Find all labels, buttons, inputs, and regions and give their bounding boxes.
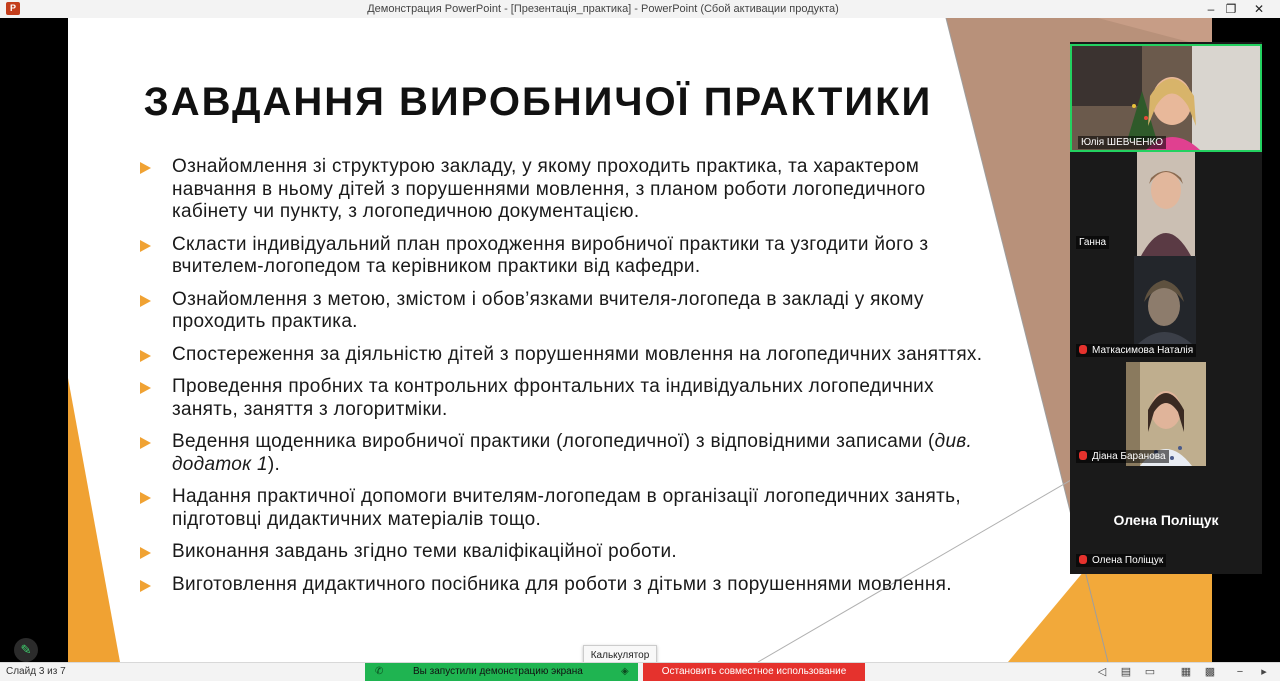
participant-tile-video-off[interactable] bbox=[1070, 468, 1262, 574]
participant-tile[interactable] bbox=[1070, 256, 1262, 360]
participant-video bbox=[1137, 152, 1195, 256]
participant-tile-active[interactable] bbox=[1070, 44, 1262, 152]
participant-name: Діана Баранова bbox=[1076, 450, 1169, 463]
share-banner-text: Вы запустили демонстрацию экрана bbox=[413, 666, 583, 677]
bullet-item: Ведення щоденника виробничої практики (логопедичної) з відповідними записами (див. додаток 1). bbox=[140, 431, 990, 476]
bullet-arrow-icon bbox=[140, 350, 151, 362]
participant-name: Юлія ШЕВЧЕНКО bbox=[1078, 136, 1166, 149]
bullet-arrow-icon bbox=[140, 492, 151, 504]
muted-mic-icon bbox=[1079, 345, 1087, 354]
deco-left-orange-triangle bbox=[68, 378, 120, 662]
calculator-tooltip: Калькулятор bbox=[583, 645, 657, 667]
bullet-arrow-icon bbox=[140, 162, 151, 174]
window-title: Демонстрация PowerPoint - [Презентація_практика] - PowerPoint (Сбой активации продукта) bbox=[367, 3, 839, 15]
slide-counter: Слайд 3 из 7 bbox=[6, 666, 66, 677]
bullet-arrow-icon bbox=[140, 437, 151, 449]
previous-slide-icon[interactable]: ◁ bbox=[1097, 666, 1107, 678]
bullet-item: Виготовлення дидактичного посібника для роботи з дітьми з порушеннями мовлення. bbox=[140, 574, 990, 597]
slide[interactable] bbox=[68, 18, 1212, 662]
participant-name: Ганна bbox=[1076, 236, 1109, 249]
powerpoint-app-icon: P bbox=[6, 2, 20, 15]
participant-big-name: Олена Поліщук bbox=[1113, 512, 1219, 528]
grid-view-icon[interactable]: ▩ bbox=[1204, 666, 1216, 678]
participant-tile[interactable] bbox=[1070, 152, 1262, 256]
participant-tile[interactable] bbox=[1070, 360, 1262, 468]
stop-sharing-button[interactable]: Остановить совместное использование bbox=[643, 663, 865, 681]
bullet-arrow-icon bbox=[140, 580, 151, 592]
bullet-arrow-icon bbox=[140, 547, 151, 559]
participant-name: Маткасимова Наталія bbox=[1076, 344, 1196, 357]
annotate-pencil-button[interactable]: ✎ bbox=[14, 638, 38, 662]
share-phone-icon: ✆ bbox=[375, 666, 384, 677]
slide-sorter-icon[interactable]: ▤ bbox=[1120, 666, 1132, 678]
reading-view-icon[interactable]: ▭ bbox=[1144, 666, 1156, 678]
minimize-button[interactable]: – bbox=[1207, 2, 1215, 16]
shield-icon: ◈ bbox=[621, 666, 629, 677]
bullet-item: Спостереження за діяльністю дітей з порушеннями мовлення на логопедичних заняттях. bbox=[140, 344, 990, 367]
participant-video bbox=[1134, 256, 1196, 344]
bullet-arrow-icon bbox=[140, 382, 151, 394]
bullet-item: Ознайомлення з метою, змістом і обов’язками вчителя-логопеда в закладі у якому проходить практика. bbox=[140, 289, 990, 334]
screen-share-banner bbox=[365, 663, 638, 681]
bullet-item: Скласти індивідуальний план проходження виробничої практики та узгодити його з вчителем-логопедом та керівником практики від кафедри. bbox=[140, 234, 990, 279]
bullet-item: Проведення пробних та контрольних фронтальних та індивідуальних логопедичних занять, заняття з логоритміки. bbox=[140, 376, 990, 421]
restore-button[interactable]: ❐ bbox=[1225, 2, 1237, 16]
normal-view-icon[interactable]: ▦ bbox=[1180, 666, 1192, 678]
bullet-item: Надання практичної допомоги вчителям-логопедам в організації логопедичних занять, підготовці дидактичних матеріалів тощо. bbox=[140, 486, 990, 531]
muted-mic-icon bbox=[1079, 555, 1087, 564]
slide-title: ЗАВДАННЯ ВИРОБНИЧОЇ ПРАКТИКИ bbox=[143, 80, 933, 124]
participant-video bbox=[1072, 46, 1260, 150]
zoom-minus-icon[interactable]: − bbox=[1236, 666, 1244, 678]
zoom-slider-icon[interactable]: ▸ bbox=[1261, 666, 1267, 678]
bullet-arrow-icon bbox=[140, 295, 151, 307]
bullet-item: Виконання завдань згідно теми кваліфікаційної роботи. bbox=[140, 541, 990, 564]
muted-mic-icon bbox=[1079, 451, 1087, 460]
participant-gallery bbox=[1070, 42, 1262, 574]
bullet-list bbox=[140, 156, 990, 606]
status-bar bbox=[0, 662, 1280, 681]
bullet-arrow-icon bbox=[140, 240, 151, 252]
bullet-item: Ознайомлення зі структурою закладу, у якому проходить практика, та характером навчання в ньому дітей з порушеннями мовлення, з планом роботи логопедичного кабінету чи пункту, з логопедичною документацією. bbox=[140, 156, 990, 224]
window-titlebar bbox=[0, 0, 1280, 19]
participant-name: Олена Поліщук bbox=[1076, 554, 1166, 567]
close-button[interactable]: ✕ bbox=[1253, 2, 1265, 16]
